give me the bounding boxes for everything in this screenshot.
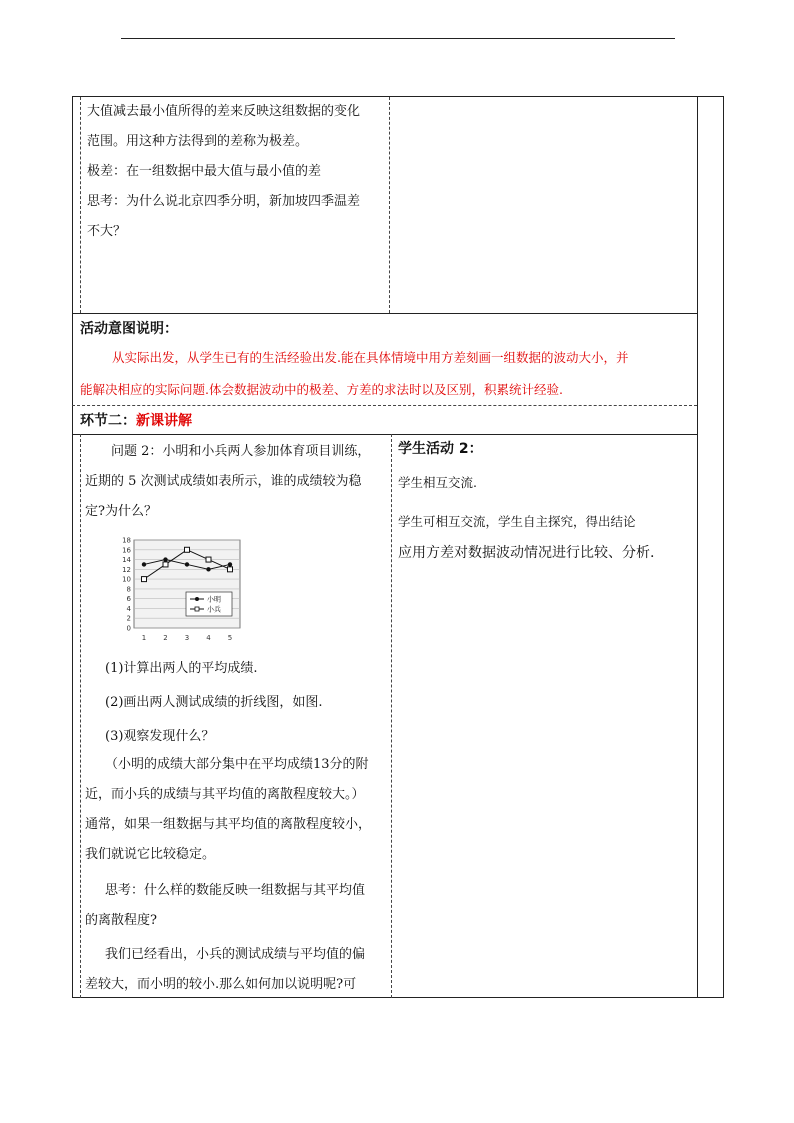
series-point (185, 562, 189, 566)
list-item: (1)计算出两人的平均成绩. (105, 661, 258, 676)
y-tick-label: 4 (126, 604, 131, 613)
row4-column-divider (391, 434, 392, 998)
y-tick-label: 0 (126, 624, 131, 633)
items-text (85, 652, 390, 754)
y-tick-label: 18 (122, 536, 131, 545)
table-right-inner-border (697, 96, 698, 998)
top-cell-text (87, 97, 387, 247)
list-item: (3)观察发现什么？ (105, 729, 215, 744)
observation-line: （小明的成绩大部分集中在平均成绩13分的附 (105, 757, 369, 772)
text-line: 思考：为什么说北京四季分明，新加坡四季温差 (87, 194, 361, 209)
series-point (163, 562, 168, 567)
series-point (206, 557, 211, 562)
section-heading (80, 410, 192, 430)
section-prefix: 环节二： (80, 413, 136, 429)
intent-line: 能解决相应的实际问题.体会数据波动中的极差、方差的求法时以及区别，积累统计经验. (80, 382, 563, 397)
text-line: 范围。用这种方法得到的差称为极差。 (87, 134, 309, 149)
row1-column-divider (389, 97, 390, 313)
text-line: 不大？ (87, 224, 127, 239)
text-line: 极差：在一组数据中最大值与最小值的差 (87, 164, 322, 179)
list-item: (2)画出两人测试成绩的折线图，如图. (105, 695, 323, 710)
y-tick-label: 16 (122, 546, 131, 555)
series-point (142, 562, 146, 566)
legend-label: 小兵 (207, 605, 221, 614)
section-title: 新课讲解 (136, 413, 192, 429)
think-line: 思考：什么样的数能反映一组数据与其平均值 (105, 883, 366, 898)
series-point (185, 547, 190, 552)
series-point (206, 567, 210, 571)
row-separator-1 (72, 313, 697, 314)
observation-line: 我们就说它比较稳定。 (85, 847, 216, 862)
score-line-chart (112, 536, 252, 644)
x-tick-label: 2 (163, 634, 168, 642)
observation-line: 近，而小兵的成绩与其平均值的离散程度较大。） (85, 787, 365, 802)
x-tick-label: 1 (141, 634, 147, 642)
y-tick-label: 12 (122, 565, 131, 574)
right-line-3: 应用方差对数据波动情况进行比较、分析. (398, 545, 655, 561)
problem-line: 近期的 5 次测试成绩如表所示，谁的成绩较为稳 (85, 474, 362, 489)
row-separator-3 (72, 434, 697, 435)
x-tick-label: 5 (227, 634, 233, 642)
problem-text (85, 437, 390, 527)
header-rule (121, 38, 675, 39)
right-line-1: 学生相互交流. (398, 475, 477, 490)
problem-line: 问题 2：小明和小兵两人参加体育项目训练， (111, 444, 371, 459)
final-line: 差较大，而小明的较小.那么如何加以说明呢?可 (85, 977, 357, 992)
legend-label: 小明 (207, 595, 221, 604)
student-activity-heading: 学生活动 2： (398, 441, 483, 457)
series-point (163, 557, 167, 561)
series-point (142, 577, 147, 582)
series-point (228, 562, 232, 566)
problem-line: 定?为什么？ (85, 504, 157, 519)
think-text (85, 876, 390, 936)
intent-text (80, 342, 692, 406)
row1-left-inner-divider (80, 97, 81, 313)
intent-line: 从实际出发，从学生已有的生活经验出发.能在具体情境中用方差刻画一组数据的波动大小，并 (112, 350, 629, 365)
x-tick-label: 4 (206, 634, 211, 642)
y-tick-label: 8 (126, 585, 131, 594)
legend-marker (195, 607, 199, 611)
right-line-2: 学生可相互交流，学生自主探究，得出结论 (398, 514, 636, 529)
y-tick-label: 10 (122, 575, 131, 584)
y-tick-label: 6 (126, 595, 131, 604)
y-tick-label: 14 (122, 556, 131, 565)
text-line: 大值减去最小值所得的差来反映这组数据的变化 (87, 104, 361, 119)
row4-left-inner-divider (80, 434, 81, 998)
y-tick-label: 2 (126, 614, 131, 623)
think-line: 的离散程度? (85, 913, 157, 928)
legend-marker (195, 597, 199, 601)
observation-text (85, 750, 390, 870)
observation-line: 通常，如果一组数据与其平均值的离散程度较小， (85, 817, 372, 832)
final-line: 我们已经看出，小兵的测试成绩与平均值的偏 (105, 947, 366, 962)
series-point (228, 567, 233, 572)
intent-heading: 活动意图说明： (80, 321, 178, 337)
final-text (85, 940, 390, 1000)
x-tick-label: 3 (184, 634, 190, 642)
